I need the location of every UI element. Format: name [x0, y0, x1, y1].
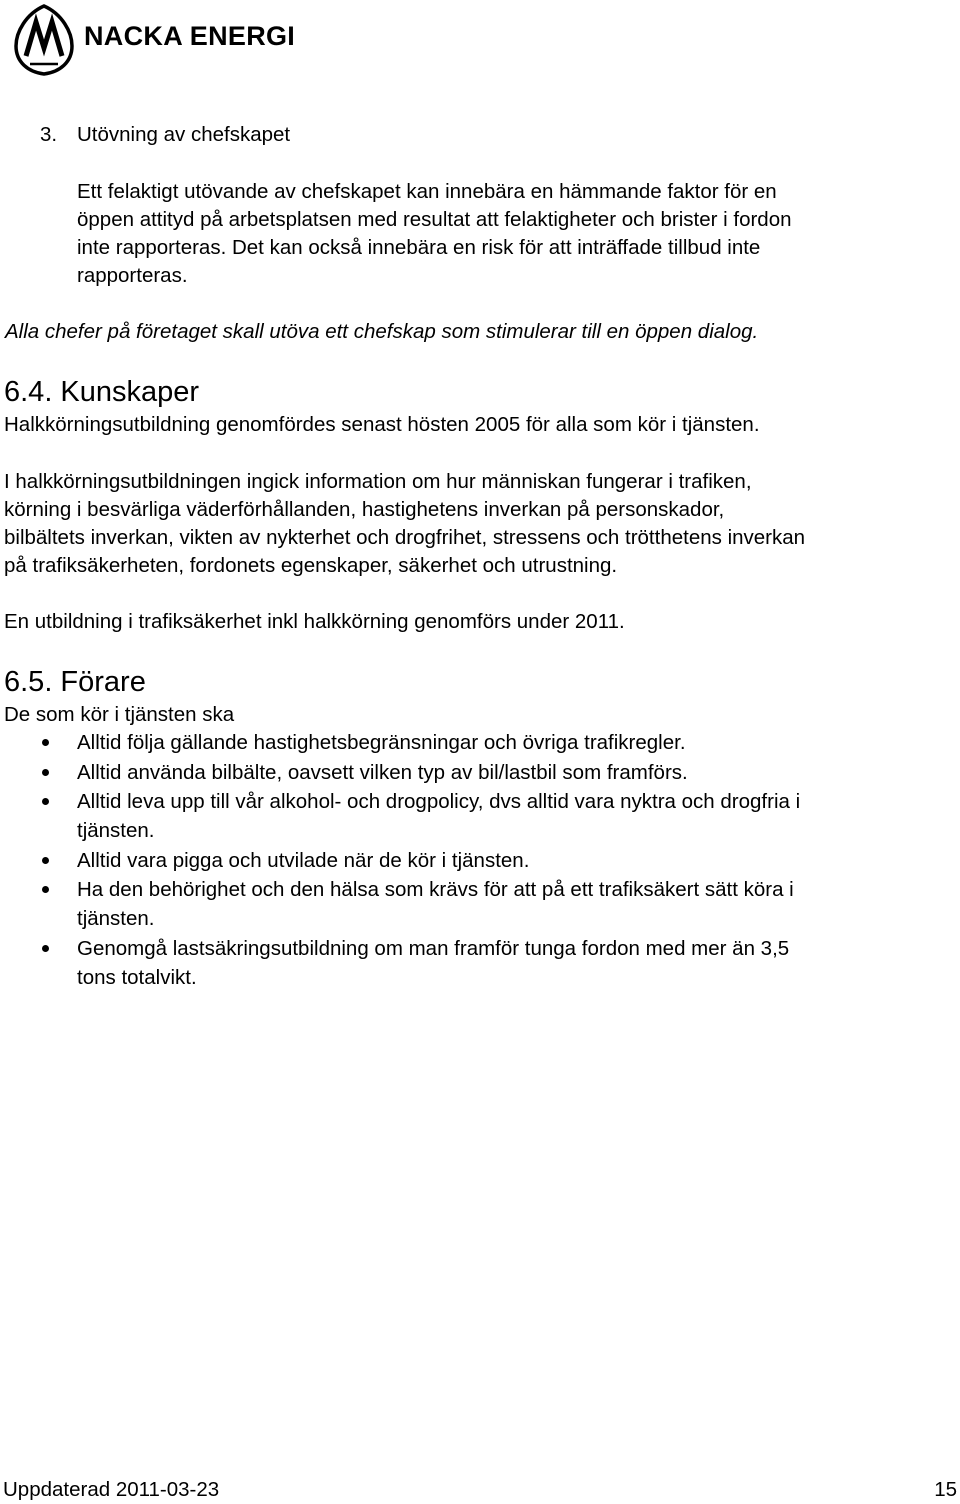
paragraph-line: rapporteras.	[77, 264, 188, 287]
section-title: Utövning av chefskapet	[77, 123, 291, 146]
bullet-icon	[42, 945, 49, 952]
paragraph-line: De som kör i tjänsten ska	[4, 703, 235, 726]
bullet-icon	[42, 769, 49, 776]
paragraph-line: I halkkörningsutbildningen ingick information om hur människan fungerar i trafiken,	[4, 470, 752, 493]
paragraph-line: bilbältets inverkan, vikten av nykterhet och drogfrihet, stressens och trötthetens inverkan	[4, 526, 806, 549]
paragraph-line: öppen attityd på arbetsplatsen med resultat att felaktigheter och brister i fordon	[77, 208, 792, 231]
page-number: 15	[934, 1478, 957, 1501]
section-number: 3.	[40, 123, 58, 146]
policy-statement: Alla chefer på företaget skall utöva ett chefskap som stimulerar till en öppen dialog.	[5, 320, 759, 343]
list-item-text: Ha den behörighet och den hälsa som krävs för att på ett trafiksäkert sätt köra i	[77, 878, 794, 901]
paragraph-line: körning i besvärliga väderförhållanden, hastighetens inverkan på personskador,	[4, 498, 725, 521]
nacka-energi-logo-icon	[10, 4, 78, 76]
bullet-icon	[42, 857, 49, 864]
bullet-icon	[42, 886, 49, 893]
list-item-text: Alltid leva upp till vår alkohol- och drogpolicy, dvs alltid vara nyktra och drogfria i	[77, 790, 801, 813]
paragraph-line: Halkkörningsutbildning genomfördes senast hösten 2005 för alla som kör i tjänsten.	[4, 413, 760, 436]
paragraph-line: på trafiksäkerheten, fordonets egenskaper, säkerhet och utrustning.	[4, 554, 618, 577]
paragraph-line: inte rapporteras. Det kan också innebära en risk för att inträffade tillbud inte	[77, 236, 761, 259]
heading-kunskaper: 6.4. Kunskaper	[4, 376, 200, 408]
list-item-text: Alltid vara pigga och utvilade när de kör i tjänsten.	[77, 849, 530, 872]
list-item-text: Genomgå lastsäkringsutbildning om man framför tunga fordon med mer än 3,5	[77, 937, 790, 960]
footer-updated-date: Uppdaterad 2011-03-23	[3, 1478, 220, 1501]
bullet-icon	[42, 798, 49, 805]
list-item-text: Alltid använda bilbälte, oavsett vilken typ av bil/lastbil som framförs.	[77, 761, 688, 784]
list-item-text: Alltid följa gällande hastighetsbegränsningar och övriga trafikregler.	[77, 731, 686, 754]
list-item-text: tjänsten.	[77, 819, 155, 842]
paragraph-line: Ett felaktigt utövande av chefskapet kan innebära en hämmande faktor för en	[77, 180, 777, 203]
company-logo	[10, 4, 300, 76]
list-item-text: tjänsten.	[77, 907, 155, 930]
list-item-text: tons totalvikt.	[77, 966, 197, 989]
heading-forare: 6.5. Förare	[4, 666, 146, 698]
logo-text: NACKA ENERGI	[84, 21, 296, 51]
paragraph-line: En utbildning i trafiksäkerhet inkl halkkörning genomförs under 2011.	[4, 610, 625, 633]
bullet-icon	[42, 739, 49, 746]
